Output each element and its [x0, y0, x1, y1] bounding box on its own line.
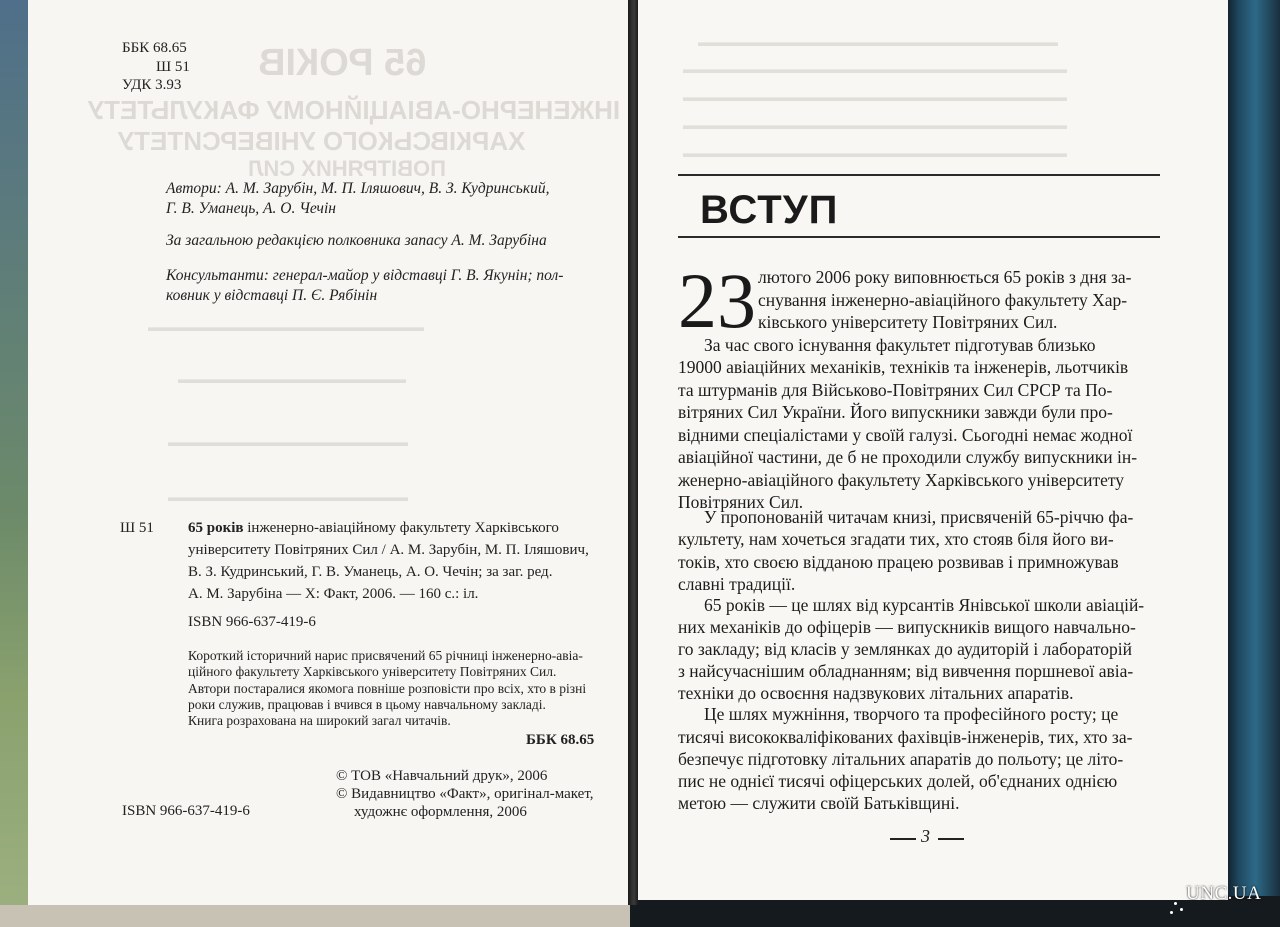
- catalog-line: університету Повітряних Сил / А. М. Зарубін, М. П. Іляшович,: [188, 542, 589, 558]
- authors-line: Г. В. Уманець, А. О. Чечін: [166, 200, 336, 217]
- paragraph-line: го закладу; від класів у землянках до аудиторій і лабораторій: [678, 639, 1132, 659]
- isbn-main: ISBN 966-637-419-6: [188, 614, 316, 630]
- paragraph-line: токів, хто своєю відданою працею розвивав і примножував: [678, 552, 1119, 572]
- paragraph-line: культету, нам хочеться згадати тих, хто стояв біля його ви-: [678, 529, 1114, 549]
- page-number-dash-right: [938, 838, 964, 840]
- paragraph-line: метою — служити своїй Батьківщині.: [678, 793, 960, 813]
- paragraph-line: вітряних Сил України. Його випускники завжди були про-: [678, 402, 1113, 422]
- bbk-footer: ББК 68.65: [526, 732, 595, 748]
- show-through-title: 65 РОКІВ: [258, 42, 427, 84]
- paragraph-line: Повітряних Сил.: [678, 492, 804, 512]
- paragraph-line: женерно-авіаційного факультету Харківського університету: [678, 470, 1125, 490]
- show-through-text: ▬▬▬▬▬▬▬▬▬▬▬▬▬▬▬▬▬▬▬▬: [168, 490, 408, 504]
- paragraph-line: тисячі висококваліфікованих фахівців-інженерів, тих, хто за-: [678, 727, 1133, 747]
- isbn-footer: ISBN 966-637-419-6: [122, 803, 250, 819]
- paragraph-line: них механіків до офіцерів — випускників вищого навчально-: [678, 617, 1136, 637]
- annotation-line: Короткий історичний нарис присвячений 65 річниці інженерно-авіа-: [188, 648, 583, 663]
- show-through-text: ▬▬▬▬▬▬▬▬▬▬▬▬▬▬▬▬▬▬▬▬▬▬▬▬▬▬▬▬▬▬▬▬: [683, 146, 1067, 160]
- copyright-line: © ТОВ «Навчальний друк», 2006: [336, 768, 548, 784]
- right-page: [638, 0, 1228, 900]
- watermark-text: UNC.UA: [1186, 883, 1262, 904]
- show-through-text: ▬▬▬▬▬▬▬▬▬▬▬▬▬▬▬▬▬▬▬▬▬▬▬▬▬▬▬▬▬▬▬▬: [683, 118, 1067, 132]
- show-through-text: ▬▬▬▬▬▬▬▬▬▬▬▬▬▬▬▬▬▬▬▬▬▬▬▬▬▬▬▬▬▬▬▬: [683, 90, 1067, 104]
- paragraph-line: авіаційної частини, де б не проходили службу випускники ін-: [678, 447, 1138, 467]
- catalog-line: А. М. Зарубіна — Х: Факт, 2006. — 160 с.: іл.: [188, 586, 479, 602]
- paragraph-line: У пропонованій читачам книзі, присвяченій 65-річчю фа-: [704, 507, 1134, 527]
- authors-line: Автори: А. М. Зарубін, М. П. Іляшович, В. З. Кудринський,: [166, 180, 550, 197]
- watermark-dot: [1170, 911, 1173, 914]
- page-number: 3: [921, 826, 930, 846]
- annotation-line: Книга розрахована на широкий загал читачів.: [188, 713, 451, 728]
- annotation-line: ційного факультету Харківського університету Повітряних Сил.: [188, 664, 557, 679]
- show-through-text: ▬▬▬▬▬▬▬▬▬▬▬▬▬▬▬▬▬▬▬▬: [168, 435, 408, 449]
- consultants-line: ковник у відставці П. Є. Рябінін: [166, 287, 378, 304]
- editor-line: За загальною редакцією полковника запасу А. М. Зарубіна: [166, 232, 547, 249]
- paragraph-line: техніки до освоєння надзвукових літальних апаратів.: [678, 683, 1074, 703]
- paragraph-line: славні традиції.: [678, 574, 796, 594]
- catalog-title-rest: інженерно-авіаційному факультету Харківського: [247, 520, 559, 536]
- heading-rule-bottom: [678, 236, 1160, 238]
- show-through-line: ХАРКІВСЬКОГО УНІВЕРСИТЕТУ: [118, 126, 526, 156]
- catalog-line: В. З. Кудринський, Г. В. Уманець, А. О. Чечін; за заг. ред.: [188, 564, 553, 580]
- show-through-text: ▬▬▬▬▬▬▬▬▬▬▬▬▬▬▬▬▬▬▬▬▬▬▬▬▬▬▬▬▬▬▬▬: [683, 62, 1067, 76]
- copyright-line: художнє оформлення, 2006: [354, 804, 527, 820]
- watermark-dot: [1180, 908, 1183, 911]
- heading-rule-top: [678, 174, 1160, 176]
- show-through-text: ▬▬▬▬▬▬▬▬▬▬▬▬▬▬▬▬▬▬▬▬▬▬▬▬▬▬▬▬▬▬: [698, 35, 1058, 49]
- cover-edge-left: [0, 0, 30, 927]
- page-number-dash-left: [890, 838, 916, 840]
- copyright-line: © Видавництво «Факт», оригінал-макет,: [336, 786, 594, 802]
- paragraph-line: ківського університету Повітряних Сил.: [758, 312, 1058, 332]
- paragraph-line: з найсучаснішим обладнанням; від вивчення поршневої авіа-: [678, 661, 1134, 681]
- paragraph-line: пис не однієї тисячі офіцерських долей, об'єднаних однією: [678, 771, 1118, 791]
- left-page: [28, 0, 628, 905]
- section-heading: ВСТУП: [700, 188, 839, 232]
- paragraph-line: 65 років — це шлях від курсантів Янівської школи авіацій-: [704, 595, 1145, 615]
- background-bottom-right: [630, 896, 1280, 927]
- library-code: Ш 51: [156, 59, 190, 75]
- catalog-code: Ш 51: [120, 520, 154, 536]
- paragraph-line: 19000 авіаційних механіків, техніків та інженерів, льотчиків: [678, 357, 1129, 377]
- cover-edge-right: [1225, 0, 1280, 927]
- paragraph-line: снування інженерно-авіаційного факультету Хар-: [758, 290, 1128, 310]
- watermark-dot: [1174, 902, 1177, 905]
- show-through-text: ▬▬▬▬▬▬▬▬▬▬▬▬▬▬▬▬▬▬▬: [178, 372, 406, 386]
- paragraph-line: відними спеціалістами у своїй галузі. Сьогодні немає жодної: [678, 425, 1133, 445]
- udk-code: УДК 3.93: [122, 77, 182, 93]
- book-gutter: [628, 0, 638, 905]
- annotation-line: Автори постаралися якомога повніше розповісти про всіх, хто в різні: [188, 681, 587, 696]
- paragraph-line: За час свого існування факультет підготував близько: [704, 335, 1096, 355]
- catalog-line-1: [188, 517, 559, 539]
- paragraph-line: безпечує підготовку літальних апаратів до польоту; це літо-: [678, 749, 1124, 769]
- show-through-line: ІНЖЕНЕРНО-АВІАЦІЙНОМУ ФАКУЛЬТЕТУ: [88, 95, 621, 125]
- catalog-title-bold: 65 років: [188, 520, 244, 536]
- bbk-code: ББК 68.65: [122, 40, 187, 56]
- annotation-line: роки служив, працював і вчився в цьому навчальному закладі.: [188, 697, 546, 712]
- consultants-line: Консультанти: генерал-майор у відставці Г. В. Якунін; пол-: [166, 267, 564, 284]
- show-through-text: ▬▬▬▬▬▬▬▬▬▬▬▬▬▬▬▬▬▬▬▬▬▬▬: [148, 320, 424, 334]
- dropcap-number: 23: [678, 257, 756, 344]
- show-through-line: ПОВІТРЯНИХ СИЛ: [248, 156, 446, 181]
- paragraph-line: та штурманів для Військово-Повітряних Сил СРСР та По-: [678, 380, 1113, 400]
- paragraph-line: лютого 2006 року виповнюється 65 років з дня за-: [758, 267, 1132, 287]
- paragraph-line: Це шлях мужніння, творчого та професійного росту; це: [704, 704, 1119, 724]
